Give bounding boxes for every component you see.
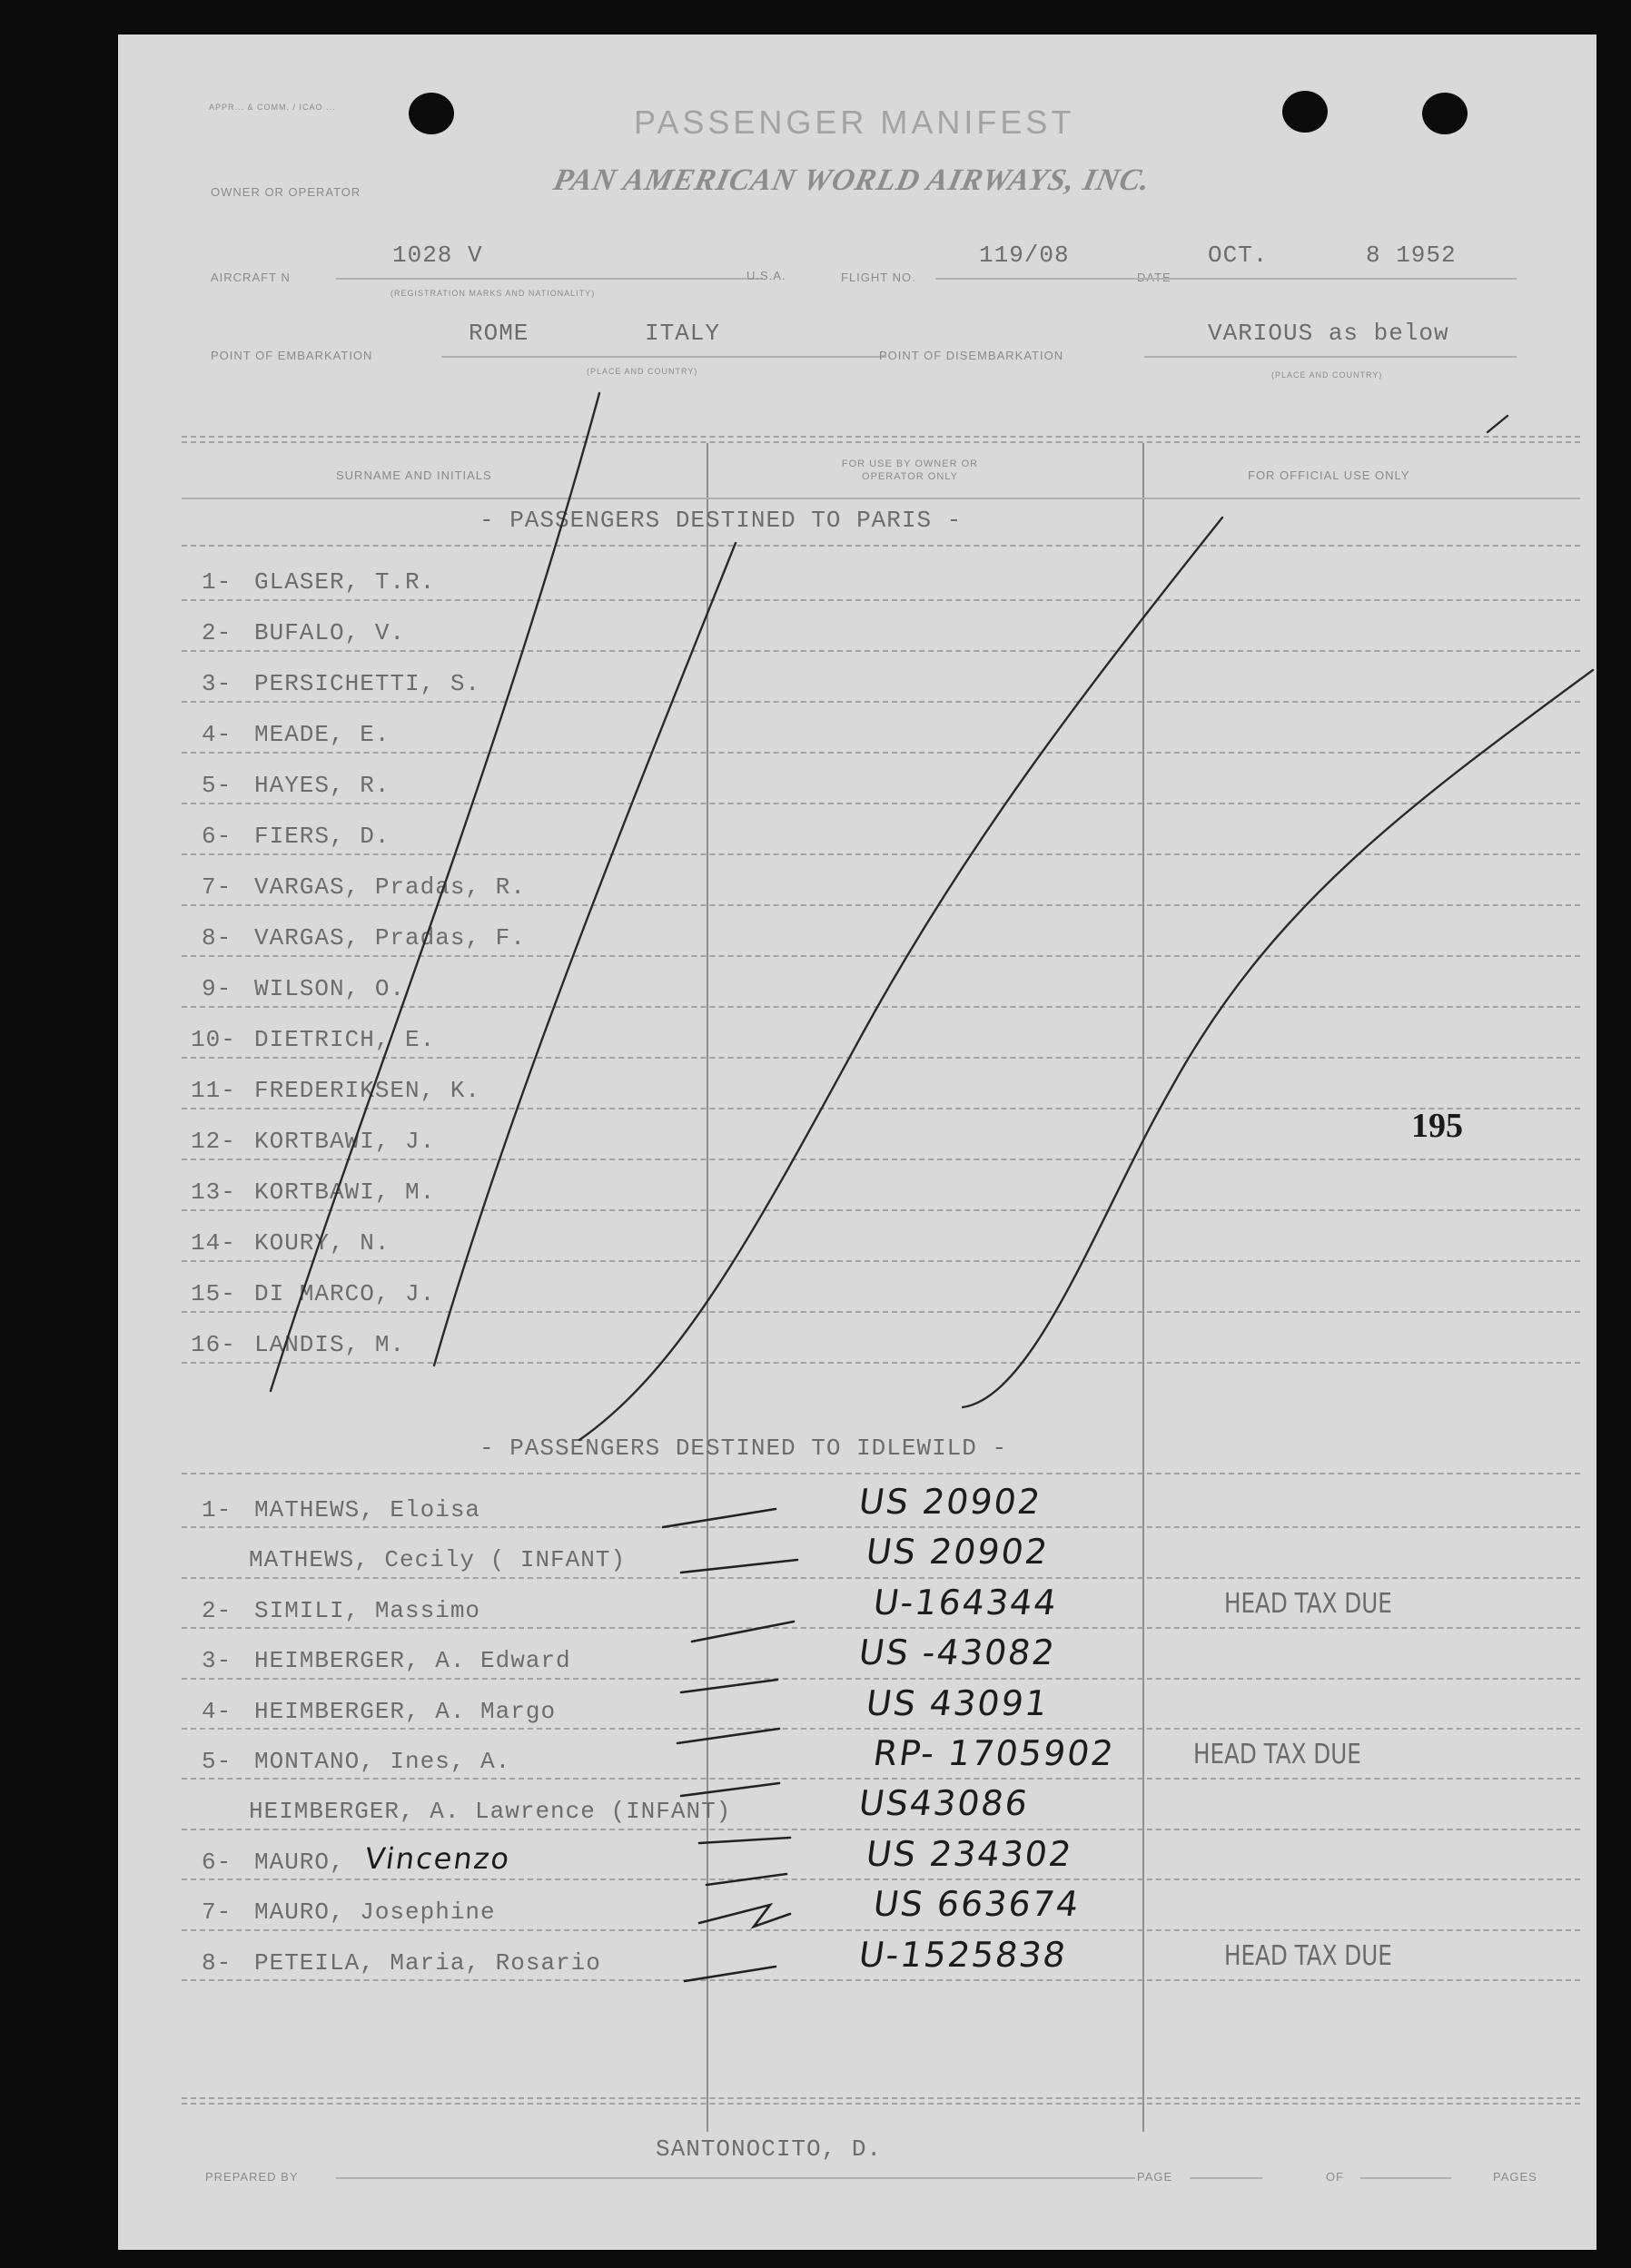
document-number: U-164344	[870, 1582, 1061, 1622]
tick-dash	[681, 1560, 797, 1573]
passenger-name: HAYES, R.	[254, 772, 390, 799]
prepared-by-label: PREPARED BY	[205, 2170, 299, 2184]
tick-dash	[699, 1838, 790, 1843]
passenger-name: DIETRICH, E.	[254, 1026, 436, 1053]
cancel-stroke	[963, 670, 1593, 1407]
passenger-number: 7-	[202, 873, 232, 901]
passenger-name: PETEILA, Maria, Rosario	[254, 1948, 601, 1977]
passenger-number: 1-	[202, 1496, 232, 1524]
document-number: US 43091	[863, 1682, 1052, 1723]
aircraft-value: 1028 V	[392, 242, 483, 269]
passenger-name: MEADE, E.	[254, 721, 390, 748]
passenger-name: FIERS, D.	[254, 823, 390, 850]
disembarkation-value: VARIOUS as below	[1208, 320, 1449, 347]
tick-dash	[681, 1680, 777, 1692]
date-month: OCT.	[1208, 242, 1269, 269]
column-header-official-use: FOR OFFICIAL USE ONLY	[1248, 468, 1410, 482]
embarkation-city: ROME	[469, 320, 529, 347]
passenger-name: MONTANO, Ines, A.	[254, 1748, 511, 1775]
passenger-number: 14-	[191, 1229, 236, 1257]
head-tax-stamp: HEAD TAX DUE	[1193, 1739, 1361, 1770]
date-label: DATE	[1137, 271, 1171, 284]
pen-strokes	[118, 35, 1596, 2250]
passenger-name: VARGAS, Pradas, F.	[254, 924, 526, 952]
passenger-number: 1-	[202, 568, 232, 596]
passenger-name: FREDERIKSEN, K.	[254, 1077, 481, 1104]
head-tax-stamp: HEAD TAX DUE	[1224, 1939, 1392, 1972]
passenger-number: 10-	[191, 1026, 236, 1053]
disembarkation-label: POINT OF DISEMBARKATION	[879, 349, 1064, 362]
passenger-number: 9-	[202, 975, 232, 1002]
passenger-name: KORTBAWI, M.	[254, 1178, 436, 1206]
pages-label: PAGES	[1493, 2170, 1537, 2184]
document-number: US 20902	[855, 1482, 1044, 1522]
date-day-year: 8 1952	[1366, 242, 1457, 269]
tick-dash	[707, 1874, 786, 1885]
document-title: PASSENGER MANIFEST	[634, 104, 1075, 141]
document-number: RP- 1705902	[870, 1733, 1118, 1773]
passenger-number: 8-	[202, 924, 232, 952]
passenger-name: HEIMBERGER, A. Margo	[254, 1697, 557, 1725]
passenger-number: 3-	[202, 1647, 232, 1675]
passenger-number: 4-	[202, 1697, 232, 1725]
registration-caption: (REGISTRATION MARKS AND NATIONALITY)	[390, 289, 596, 298]
flight-label: FLIGHT NO.	[841, 271, 916, 284]
column-header-owner-use: FOR USE BY OWNER OR OPERATOR ONLY	[841, 459, 979, 482]
passenger-number: 12-	[191, 1128, 236, 1155]
passenger-number: 2-	[202, 1596, 232, 1624]
passenger-number: 5-	[202, 1748, 232, 1775]
passenger-number: 11-	[191, 1077, 236, 1104]
passenger-name: GLASER, T.R.	[254, 568, 436, 596]
passenger-number: 16-	[191, 1331, 236, 1358]
document-number: US 234302	[863, 1833, 1076, 1874]
passenger-number: 3-	[202, 670, 232, 697]
owner-label: OWNER OR OPERATOR	[211, 185, 361, 199]
passenger-number: 13-	[191, 1178, 236, 1206]
handwritten-name: Vincenzo	[362, 1840, 513, 1876]
passenger-name: BUFALO, V.	[254, 619, 406, 646]
tick-dash	[692, 1622, 794, 1642]
place-caption: (PLACE AND COUNTRY)	[587, 367, 698, 376]
passenger-number: 5-	[202, 772, 232, 799]
country-label: U.S.A.	[746, 269, 786, 282]
passenger-number: 7-	[202, 1898, 232, 1927]
passenger-number: 6-	[202, 1848, 232, 1876]
passenger-number: 4-	[202, 721, 232, 748]
official-count: 195	[1411, 1107, 1463, 1145]
embarkation-country: ITALY	[645, 320, 721, 347]
passenger-number: 15-	[191, 1280, 236, 1307]
group-heading: - PASSENGERS DESTINED TO PARIS -	[479, 507, 963, 534]
of-label: OF	[1326, 2170, 1345, 2184]
tick-dash	[699, 1905, 790, 1927]
cancel-stroke	[271, 393, 599, 1391]
cancel-stroke	[1488, 416, 1507, 432]
page-label: PAGE	[1137, 2170, 1173, 2184]
passenger-number: 2-	[202, 619, 232, 646]
document-number: US43086	[855, 1783, 1032, 1824]
passenger-number: 8-	[202, 1948, 232, 1977]
passenger-name: SIMILI, Massimo	[254, 1596, 481, 1624]
manifest-sheet	[118, 35, 1596, 2250]
approval-note: APPR... & COMM. / ICAO ...	[209, 103, 336, 112]
tick-dash	[685, 1967, 776, 1981]
tick-dash	[677, 1729, 779, 1743]
passenger-name: WILSON, O.	[254, 975, 406, 1002]
document-number: U-1525838	[855, 1934, 1070, 1975]
passenger-name: LANDIS, M.	[254, 1331, 406, 1358]
place-caption: (PLACE AND COUNTRY)	[1271, 370, 1383, 380]
passenger-name: HEIMBERGER, A. Edward	[254, 1647, 571, 1675]
passenger-name: KORTBAWI, J.	[254, 1128, 436, 1155]
tick-dash	[681, 1783, 779, 1796]
document-number: US 20902	[863, 1532, 1052, 1573]
passenger-number: 6-	[202, 823, 232, 850]
passenger-name: KOURY, N.	[254, 1229, 390, 1257]
passenger-name: MAURO, Josephine	[254, 1898, 496, 1927]
prepared-by-value: SANTONOCITO, D.	[656, 2135, 883, 2163]
head-tax-stamp: HEAD TAX DUE	[1224, 1587, 1392, 1620]
document-number: US -43082	[855, 1632, 1059, 1673]
tick-dash	[663, 1509, 776, 1527]
passenger-name: DI MARCO, J.	[254, 1280, 436, 1307]
passenger-name: MAURO,	[254, 1848, 345, 1876]
aircraft-label: AIRCRAFT N	[211, 271, 291, 284]
group-heading: - PASSENGERS DESTINED TO IDLEWILD -	[479, 1435, 1008, 1462]
passenger-name: MATHEWS, Cecily ( INFANT)	[249, 1546, 627, 1574]
embarkation-label: POINT OF EMBARKATION	[211, 349, 373, 362]
document-number: US 663674	[870, 1884, 1083, 1925]
flight-value: 119/08	[979, 242, 1070, 269]
passenger-name: HEIMBERGER, A. Lawrence (INFANT)	[249, 1798, 732, 1826]
passenger-name: MATHEWS, Eloisa	[254, 1496, 481, 1524]
company-name: PAN AMERICAN WORLD AIRWAYS, INC.	[550, 163, 1154, 197]
cancel-stroke	[434, 543, 736, 1366]
cancel-stroke	[579, 518, 1222, 1440]
passenger-name: PERSICHETTI, S.	[254, 670, 481, 697]
column-header-names: SURNAME AND INITIALS	[336, 468, 492, 482]
passenger-name: VARGAS, Pradas, R.	[254, 873, 526, 901]
